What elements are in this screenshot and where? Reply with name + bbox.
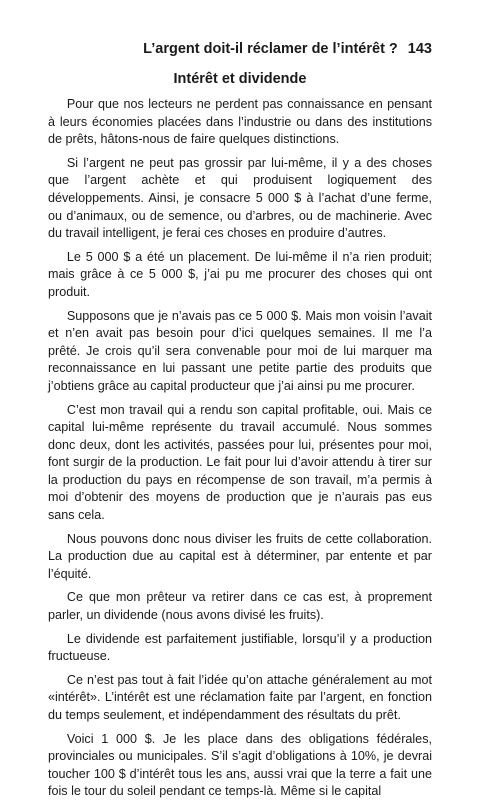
paragraph: Le dividende est parfaitement justifiable, lorsqu’il y a production fructueuse. bbox=[48, 631, 432, 664]
page-number: 143 bbox=[407, 41, 432, 57]
paragraph: Si l’argent ne peut pas grossir par lui-même, il y a des choses que l’argent achète et qui produisent logiquement des développements. Ainsi, je consacre 5 000 $ à l’achat d’une ferme, ou d’animaux, ou de semence, ou d’arbres, ou de machinerie. Avec du travail intelligent, je ferai ces choses en produire d’autres. bbox=[48, 155, 432, 241]
paragraph: Supposons que je n’avais pas ce 5 000 $. Mais mon voisin l’avait et n’en avait pas besoin pour d’ici quelques semaines. Il me l’a prêté. Je crois qu’il sera convenable pour moi de lui marquer ma reconnaissance en lui passant une petite partie des produits que j’obtiens grâce au capital producteur que j’ai ainsi pu me procurer. bbox=[48, 308, 432, 393]
book-page bbox=[48, 40, 432, 807]
paragraph: Pour que nos lecteurs ne perdent pas connaissance en pensant à leurs économies placées dans l’industrie ou dans des institutions de prêts, hâtons-nous de faire quelques distinctions. bbox=[48, 97, 432, 147]
paragraph: Ce n’est pas tout à fait l’idée qu’on attache généralement au mot «intérêt». L’intérêt est une réclamation faite par l’argent, en fonction du temps seulement, et indépendamment des résultats du prêt. bbox=[48, 672, 432, 722]
section-title: Intérêt et dividende bbox=[173, 71, 307, 87]
running-title: L’argent doit-il réclamer de l’intérêt ? bbox=[143, 41, 398, 57]
body-text bbox=[48, 96, 432, 801]
paragraph: Le 5 000 $ a été un placement. De lui-même il n’a rien produit; mais grâce à ce 5 000 $, j’ai pu me procurer des choses qui ont produit. bbox=[48, 249, 432, 299]
running-head bbox=[48, 40, 432, 58]
paragraph: C’est mon travail qui a rendu son capital profitable, oui. Mais ce capital lui-même représente du travail accumulé. Nous sommes donc deux, dont les activités, passées pour lui, présentes pour moi, font surgir de la production. Le fait pour lui d’avoir attendu à tirer sur la production du pays en récompense de son travail, m’a permis à moi d’obtenir des moyens de production que je n’aurais pas eus sans cela. bbox=[48, 402, 432, 523]
paragraph: Nous pouvons donc nous diviser les fruits de cette collaboration. La production due au capital est à déterminer, par entente et par l’équité. bbox=[48, 531, 432, 581]
paragraph: Voici 1 000 $. Je les place dans des obligations fédérales, provinciales ou municipales. S’il s’agit d’obligations à 10%, je devrai toucher 100 $ d’intérêt tous les ans, aussi vrai que la terre a fait une fois le tour du soleil pendant ce temps-là. Même si le capital bbox=[48, 731, 432, 799]
paragraph: Ce que mon prêteur va retirer dans ce cas est, à proprement parler, un dividende (nous avons divisé les fruits). bbox=[48, 590, 432, 623]
